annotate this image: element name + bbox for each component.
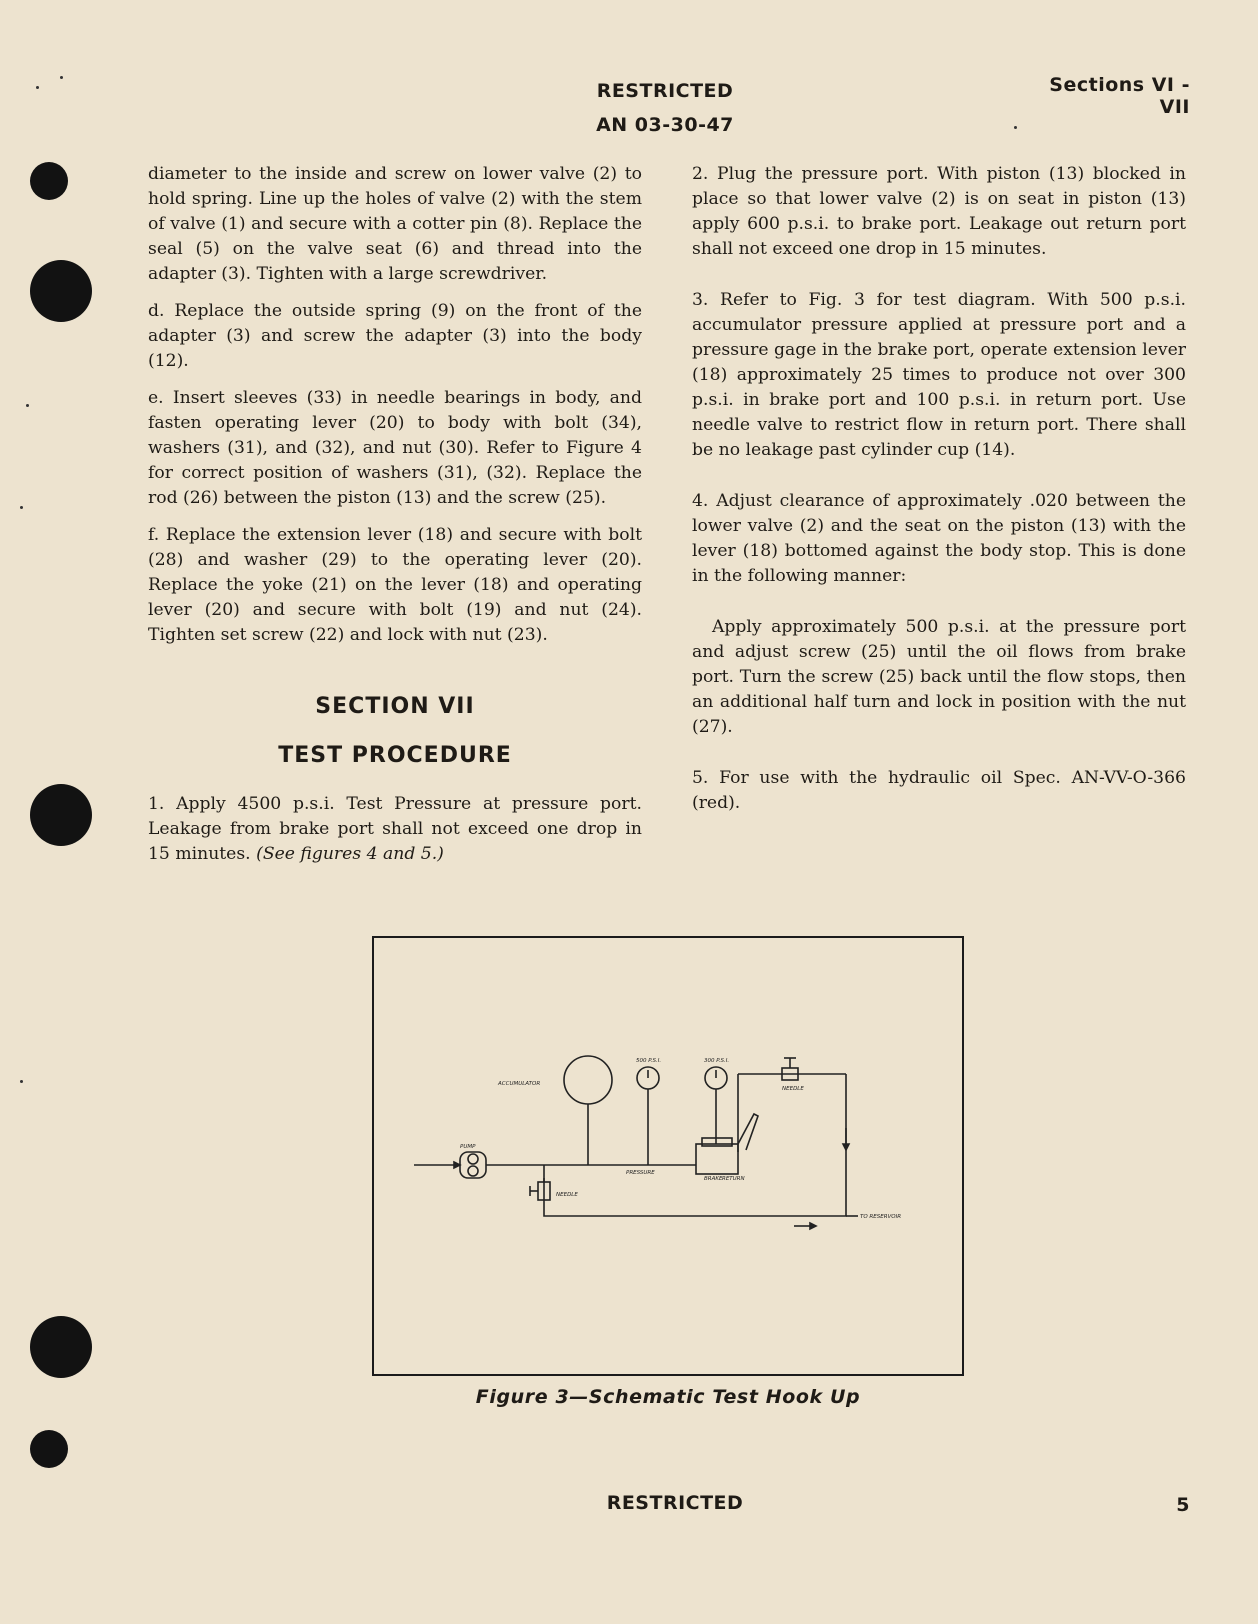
paragraph-c-continued: diameter to the inside and screw on lower valve (2) to hold spring. Line up the holes of valve (2) with the stem of valve (1) and secure with a cotter pin (8). Replace the seal (5) on the valve seat (6) and thread into the adapter (3). Tighten with a large screwdriver.: [148, 164, 642, 284]
page-number: 5: [1176, 1494, 1190, 1516]
test-step-4: 4. Adjust clearance of approximately .020 between the lower valve (2) and the seat on the piston (13) with the lever (18) bottomed against the body stop. This is done in the following manner:: [692, 491, 1186, 586]
binder-hole: [30, 260, 92, 322]
accumulator: [564, 1056, 612, 1104]
header-restricted: RESTRICTED: [596, 80, 734, 102]
binder-hole: [30, 1316, 92, 1378]
header-sections: Sections VI - VII: [1049, 74, 1190, 118]
speck: [60, 76, 63, 79]
label-return: RETURN: [722, 1176, 745, 1182]
label-pressure: PRESSURE: [626, 1170, 655, 1176]
label-needle-bottom: NEEDLE: [556, 1192, 578, 1198]
figure-frame: [372, 936, 964, 1376]
label-gauge-500: 500 P.S.I.: [636, 1058, 662, 1064]
speck: [26, 404, 29, 407]
operating-lever: [738, 1114, 758, 1150]
right-column: [692, 162, 1186, 828]
header-doc-number: AN 03-30-47: [596, 114, 734, 136]
return-flow-arrowhead: [843, 1144, 849, 1150]
figure-caption: Figure 3—Schematic Test Hook Up: [475, 1386, 861, 1408]
left-column: [148, 162, 642, 660]
label-to-reservoir: TO RESERVOIR: [860, 1214, 902, 1220]
inlet-arrow: [454, 1162, 460, 1168]
test-step-1-text: 1. Apply 4500 p.s.i. Test Pressure at pressure port. Leakage from brake port shall not exceed one drop in 15 minutes.: [148, 794, 642, 864]
binder-hole: [30, 162, 68, 200]
pump: [460, 1152, 486, 1178]
bottom-arrowhead: [810, 1223, 816, 1229]
schematic-diagram: [374, 938, 962, 1374]
test-step-1: [148, 792, 642, 867]
label-gauge-300: 300 P.S.I.: [704, 1058, 730, 1064]
paragraph-d: d. Replace the outside spring (9) on the front of the adapter (3) and screw the adapter (3) into the body (12).: [148, 301, 642, 371]
brake-valve-body: [696, 1144, 738, 1174]
section-subheading: TEST PROCEDURE: [278, 743, 512, 768]
speck: [1014, 126, 1017, 129]
binder-hole: [30, 784, 92, 846]
label-brake: BRAKE: [704, 1176, 723, 1182]
pump-gear-bottom: [468, 1166, 478, 1176]
label-needle-top: NEEDLE: [782, 1086, 804, 1092]
speck: [20, 1080, 23, 1083]
label-accumulator: ACCUMULATOR: [498, 1081, 541, 1087]
return-line-right: [544, 1074, 846, 1216]
test-step-4-method: Apply approximately 500 p.s.i. at the pressure port and adjust screw (25) until the oil flows from brake port. Turn the screw (25) back until the flow stops, then an additional half turn and lock in position with the nut (27).: [692, 617, 1186, 737]
binder-hole: [30, 1430, 68, 1468]
speck: [20, 506, 23, 509]
test-step-2: 2. Plug the pressure port. With piston (13) blocked in place so that lower valve (2) is on seat in piston (13) apply 600 p.s.i. to brake port. Leakage out return port shall not exceed one drop in 15 minutes.: [692, 164, 1186, 259]
brake-valve-head: [702, 1138, 732, 1146]
speck: [36, 86, 39, 89]
section-heading: SECTION VII: [315, 694, 475, 719]
paragraph-e: e. Insert sleeves (33) in needle bearings in body, and fasten operating lever (20) to body with bolt (34), washers (31), and (32), and nut (30). Refer to Figure 4 for correct position of washers (31), (32). Replace the rod (26) between the piston (13) and the screw (25).: [148, 388, 642, 508]
left-column-test: [148, 792, 642, 879]
label-pump: PUMP: [460, 1144, 476, 1150]
test-step-3: 3. Refer to Fig. 3 for test diagram. With 500 p.s.i. accumulator pressure applied at pressure port and a pressure gage in the brake port, operate extension lever (18) approximately 25 times to produce not over 300 p.s.i. in brake port and 100 p.s.i. in return port. Use needle valve to restrict flow in return port. There shall be no leakage past cylinder cup (14).: [692, 290, 1186, 460]
pump-gear-top: [468, 1154, 478, 1164]
footer-restricted: RESTRICTED: [606, 1492, 744, 1514]
paragraph-f: f. Replace the extension lever (18) and secure with bolt (28) and washer (29) to the operating lever (20). Replace the yoke (21) on the lever (18) and operating lever (20) and secure with bolt (19) and nut (24). Tighten set screw (22) and lock with nut (23).: [148, 525, 642, 645]
test-step-5: 5. For use with the hydraulic oil Spec. AN-VV-O-366 (red).: [692, 768, 1186, 813]
test-step-1-reference: (See figures 4 and 5.): [256, 844, 444, 864]
